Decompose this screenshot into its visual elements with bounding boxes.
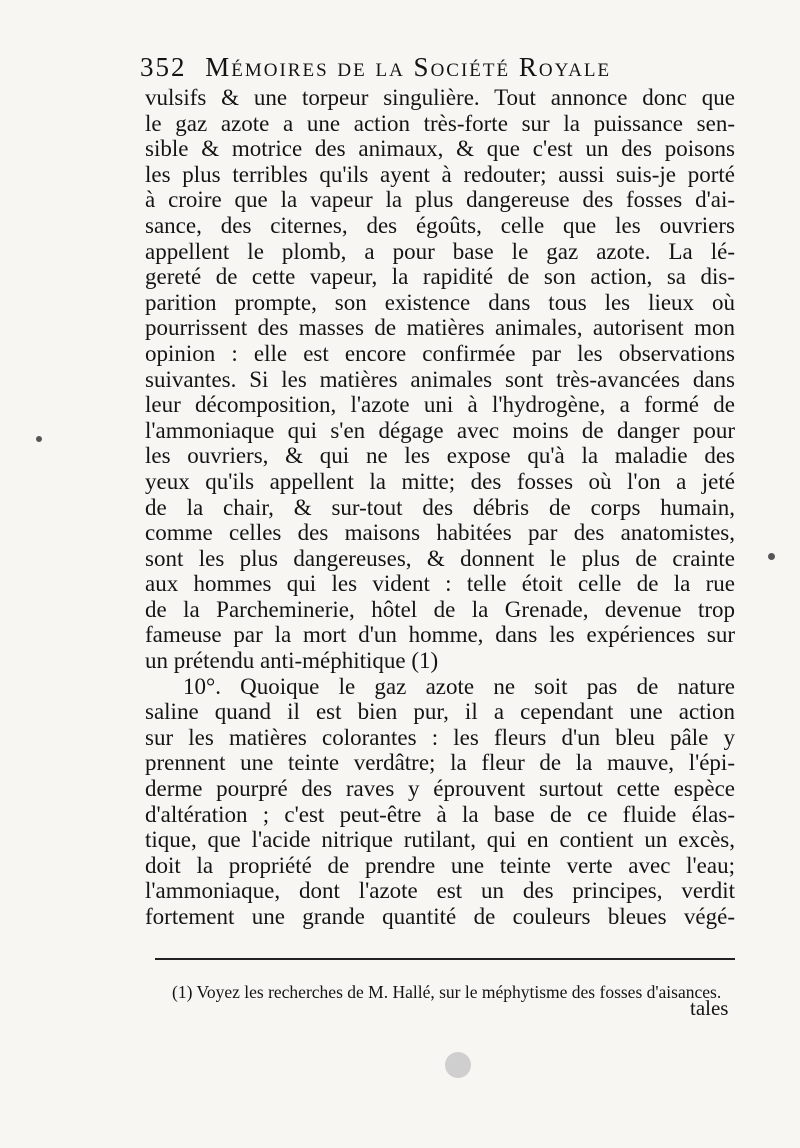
text-line: opinion : elle est encore confirmée par les observations xyxy=(145,340,735,366)
text-line: fortement une grande quantité de couleurs bleues végé- xyxy=(145,904,735,929)
text-line: l'ammoniaque qui s'en dégage avec moins de danger pour xyxy=(145,417,735,443)
text-line: saline quand il est bien pur, il a cependant une action xyxy=(145,699,735,725)
page-number: 352 xyxy=(140,52,187,82)
text-line: vulsifs & une torpeur singulière. Tout annonce donc que xyxy=(145,85,735,110)
text-line: derme pourpré des raves y éprouvent surtout cette espèce xyxy=(145,776,735,802)
text-line: tique, que l'acide nitrique rutilant, qui en contient un excès, xyxy=(145,827,735,853)
text-line: de la Parcheminerie, hôtel de la Grenade, devenue trop xyxy=(145,596,735,622)
text-line: comme celles des maisons habitées par des anatomistes, xyxy=(145,520,735,546)
text-line: à croire que la vapeur la plus dangereuse des fosses d'ai- xyxy=(145,187,735,213)
text-line: leur décomposition, l'azote uni à l'hydrogène, a formé de xyxy=(145,392,735,418)
ink-speck xyxy=(445,1052,471,1078)
body-text xyxy=(145,85,735,930)
text-line: un prétendu anti-méphitique (1) xyxy=(145,648,439,674)
running-title: Mémoires de la Société Royale xyxy=(205,52,612,82)
text-line: suivantes. Si les matières animales sont très-avancées dans xyxy=(145,366,735,392)
running-header xyxy=(140,52,740,83)
text-line: sont les plus dangereuses, & donnent le plus de crainte xyxy=(145,545,735,571)
footnote: (1) Voyez les recherches de M. Hallé, sur le méphytisme des fosses d'aisances. xyxy=(172,982,722,1002)
ink-speck xyxy=(36,436,42,442)
text-line: yeux qu'ils appellent la mitte; des fosses où l'on a jeté xyxy=(145,468,735,494)
text-line: appellent le plomb, a pour base le gaz azote. La lé- xyxy=(145,238,735,264)
catchword: tales xyxy=(690,996,729,1020)
text-line: fameuse par la mort d'un homme, dans les expériences sur xyxy=(145,622,735,648)
text-line: sance, des citernes, des égoûts, celle que les ouvriers xyxy=(145,212,735,238)
footnote-rule xyxy=(155,958,735,960)
text-line: prennent une teinte verdâtre; la fleur de la mauve, l'épi- xyxy=(145,750,735,776)
paragraph-start-line: 10°. Quoique le gaz azote ne soit pas de nature xyxy=(183,673,735,699)
text-line: doit la propriété de prendre une teinte verte avec l'eau; xyxy=(145,852,735,878)
text-line: de la chair, & sur-tout des débris de corps humain, xyxy=(145,494,735,520)
text-line: sible & motrice des animaux, & que c'est un des poisons xyxy=(145,136,735,162)
text-line: gereté de cette vapeur, la rapidité de son action, sa dis- xyxy=(145,264,735,290)
text-line: les ouvriers, & qui ne les expose qu'à la maladie des xyxy=(145,443,735,469)
text-line: d'altération ; c'est peut-être à la base de ce fluide élas- xyxy=(145,801,735,827)
text-line: l'ammoniaque, dont l'azote est un des principes, verdit xyxy=(145,878,735,904)
text-line: parition prompte, son existence dans tous les lieux où xyxy=(145,289,735,315)
text-line: pourrissent des masses de matières animales, autorisent mon xyxy=(145,315,735,341)
text-line: les plus terribles qu'ils ayent à redouter; aussi suis-je porté xyxy=(145,161,735,187)
text-line: le gaz azote a une action très-forte sur la puissance sen- xyxy=(145,110,735,136)
text-line: aux hommes qui les vident : telle étoit celle de la rue xyxy=(145,571,735,597)
ink-speck xyxy=(768,553,775,560)
text-line: sur les matières colorantes : les fleurs d'un bleu pâle y xyxy=(145,724,735,750)
